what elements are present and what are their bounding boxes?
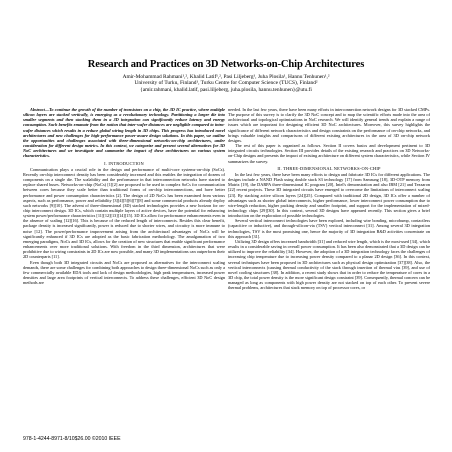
author-names: Amir-Mohammad Rahmani¹,², Khalid Latif¹,², Pasi Liljeberg¹, Juha Plosila¹, Hannu Tenhunen¹,² [122, 74, 330, 80]
intro-paragraph: Communication plays a crucial role in the design and performance of multi-core systems-on-chip (SoCs). Recently on-chip interconnect density has been considerably increased and this enables the integration of dozens of components on a single die. The scalability and the performance in that interconnection networks have started to replace shared buses. Networks-on-chip (NoCs) [1][2] are proposed to be used in complex SoCs for communication between cores because they scale better than traditional forms of on-chip interconnections, and have better performance and power consumption characteristics [2]. The design of 2D NoCs has been examined from various aspects, such as performance, power and reliability [3][4][5][6][7][8] and some commercial products already deploy such networks [9][10]. The advent of three-dimensional (3D) stacked technologies provides a new horizon for on-chip interconnect design. 3D ICs, which contain multiple layers of active devices, have the potential for enhancing system power/performance characteristics [11][12][13][14][15]. 3D ICs allow for performance enhancements even in the absence of scaling [12][16]. This is because of the reduced length of interconnects. Besides this clear benefit, package density is increased significantly, power is reduced due to shorter wires, and circuitry is more immune to noise [12]. The power/performance improvement arising from the architectural advantages of NoCs will be significantly enhanced if 3D ICs are adopted as the basic fabrication methodology. The amalgamation of two emerging paradigms, NoCs and 3D ICs, allows for the creation of new structures that enable significant performance enhancements over more traditional solutions. With freedom in the third dimension, architectures that were prohibitive due to wiring constraints in 2D ICs are now possible, and many 3D implementations can outperform their 2D counterparts [11]. [23, 166, 225, 260]
section-heading-3d-noc: II. THREE-DIMENSIONAL NETWORKS-ON-CHIP [277, 165, 381, 171]
right-paragraph: needed. In the last few years, there have been many efforts in interconnection network designs for 3D stacked CMPs. The purpose of this survey is to clarify the 3D NoC concept and to map the scientific efforts made into the area of architectural and topological optimizations in NoC research. We will identify general trends and explain a range of issues which are important for designing efficient 3D NoC architectures. Moreover, this survey highlights the significance of different network characteristics and design constraints on the performance of on-chip networks, and brings valuable insights and comparisons of different existing architectures in the area of 3D on-chip network designs. [228, 107, 430, 143]
right-paragraph: The rest of this paper is organized as follows. Section II covers basics and development pertinent to 3D integrated circuits technologies. Section III provides details of the existing research and practices on 3D Networks-on-Chip designs and presents the impact of existing architecture on different system characteristics, while Section IV summarizes the survey. [228, 143, 430, 164]
section2-paragraph: Several vertical interconnect technologies have been explored, including wire bonding, microbump, contactless (capacitive or inductive), and through-silicon-via (TSV) vertical interconnect [31]. Among several 3D integration technologies, TSV is the most promising one, hence the majority of 3D integration R&D activities concentrate on this approach [31]. [228, 218, 430, 239]
intro-paragraph: Even though both 3D integrated circuits and NoCs are proposed as alternatives for the interconnect scaling demands, there are some challenges for combining both approaches to design three-dimensional NoCs such as only a few commercially available EDA tools and lack of design methodologies, high peak temperatures, increased power densities and large area footprints of vertical interconnects. To address these challenges, efficient 3D NoC design methods are [23, 259, 225, 286]
left-column [23, 107, 225, 445]
section-heading-introduction: I. INTRODUCTION [104, 160, 144, 166]
section2-paragraph: Utilizing 3D design offers increased bandwidth [31] and reduced wire length, which is the most-used [34], which results in a considerable saving in overall power consumption. It has been also demonstrated that a 3D design can be utilized to improve the reliability [34]. However, the adoption of a 3D integration technology faces the challenges of increasing chip temperature due to increasing power density compared to a planar 2D design [36]. In this context, several techniques have been proposed in 3D architectures such as physical design optimization [37][38]. Also, the vertical interconnects (causing thermal conductivity of the stack through insertion of thermal vias [39], and use of novel cooling structures [38]. In addition, a recent study shows that in order to reduce the temperature of cores in a 3D chip, the total power density is the more significant design constraint [39]. Consequently, thermal concern can be managed as long as components with high power density are not stacked on top of each other. To prevent severe thermal problems, architectures that stack memory on top of processor cores, or [228, 238, 430, 291]
paper-title: Research and Practices on 3D Networks-on-Chip Architectures [87, 59, 365, 70]
author-block [20, 74, 432, 93]
author-affiliation: University of Turku, Finland¹, Turku Centre for Computer Science (TUCS), Finland² [134, 80, 318, 87]
abstract: Abstract—To continue the growth of the number of transistors on a chip, the 3D IC practice, where multiple silicon layers are stacked vertically, is emerging as a revolutionary technology. Partitioning a larger die into smaller segments and then stacking them in a 3D integration can significantly reduce latency and energy consumption. Such benefits emanate from the notion that inter-wafer distances are negligible compared to intra-wafer distances which results in a reduce global wiring length in 3D chips. This progress has introduced novel architectures and new challenges for high-performance power-aware design solutions. In this paper, we outline the opportunities and challenges associated with three-dimensional networks-on-chip architectures, under consideration for different design metrics. In this context, we categorize and present several alternatives for 3D NoC architectures and we investigate and summarize the impact of these architectures on various system characteristics. [23, 107, 225, 159]
copyright-footer: 978-1-4244-8971-8/10$26.00 ©2010 IEEE [23, 436, 121, 442]
abstract-label: Abstract [30, 107, 45, 112]
abstract-text: To continue the growth of the number of transistors on a chip, the 3D IC practice, where multiple silicon layers are stacked vertically, is emerging as a revolutionary technology. Partitioning a larger die into smaller segments and then stacking them in a 3D integration can significantly reduce latency and energy consumption. Such benefits emanate from the notion that inter-wafer distances are negligible compared to intra-wafer distances which results in a reduce global wiring length in 3D chips. This progress has introduced novel architectures and new challenges for high-performance power-aware design solutions. In this paper, we outline the opportunities and challenges associated with three-dimensional networks-on-chip architectures, under consideration for different design metrics. In this context, we categorize and present several alternatives for 3D NoC architectures and we investigate and summarize the impact of these architectures on various system characteristics. [23, 107, 225, 159]
author-emails: {amir.rahmani, khalid.latif, pasi.liljeberg, juha.plosila, hannu.tenhunen}@utu.fi [140, 86, 312, 93]
section2-paragraph: In the last few years, there have been many efforts to design and fabricate 3D ICs for different applications. The designs include a NAND Flash using double stack S3 technology [17] from Samsung [18], 3D-OTP memory from Matrix [19], the DARPA three-dimensional IC program [20], Intel's demonstration and also IBM [21] and Tezzaron [22] recent projects. These 3D integrated circuits have emerged to overcome the limitations of interconnect scaling [23]. By stacking active silicon layers [24][25]. Compared with traditional 2D design, 3D ICs offer a number of advantages such as shorter global interconnects, higher performance, lower interconnect power consumption due to wire-length reduction, higher packing density and smaller footprint, and support for the implementation of mixed-technology chips [29][30]. In this context, several 3D designs have appeared recently. This section gives a brief introduction on the exploration of possible technologies. [228, 171, 430, 219]
right-column [228, 107, 430, 445]
